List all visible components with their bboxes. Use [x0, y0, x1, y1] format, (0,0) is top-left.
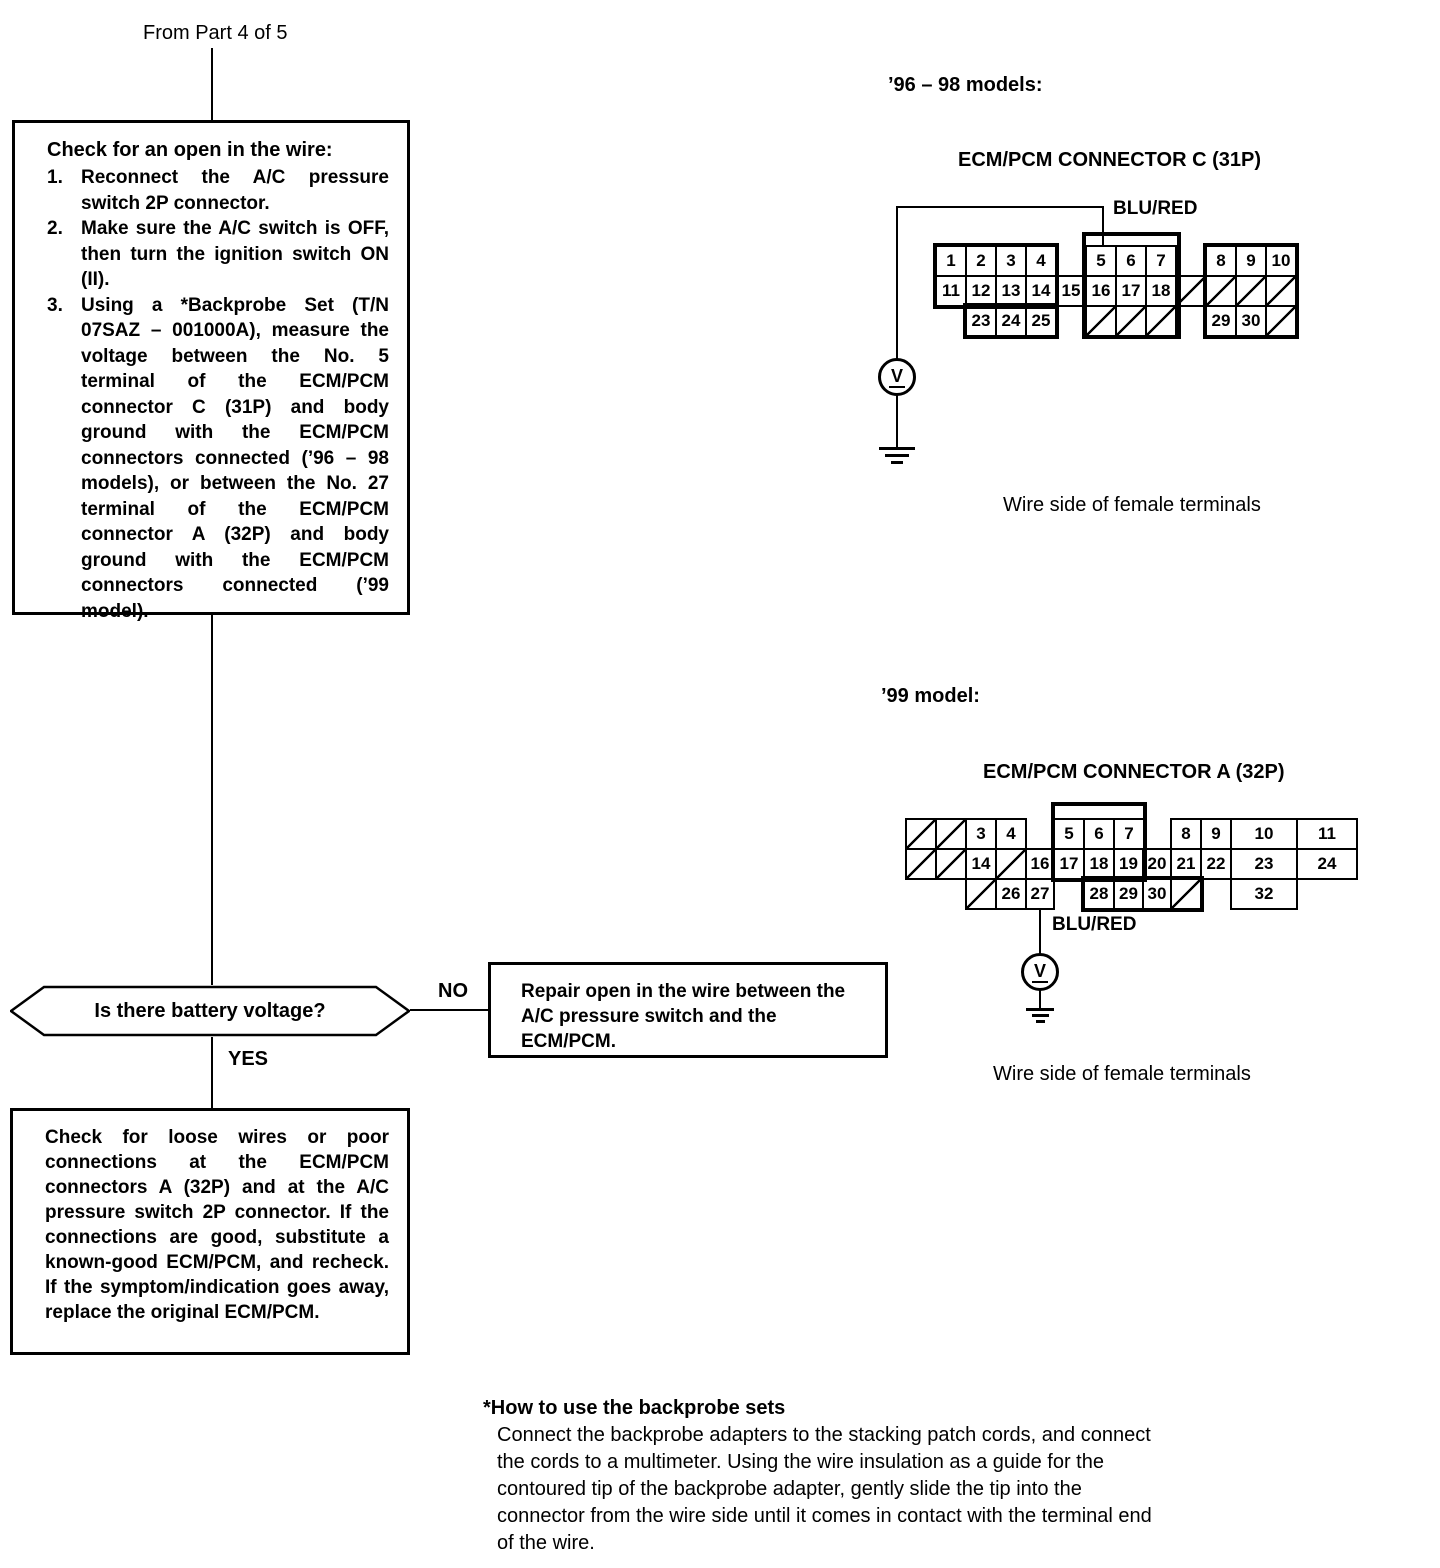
pin-cell-7: 7: [1113, 818, 1145, 850]
pin-cell-18: 18: [1083, 848, 1115, 880]
pin-cell-13: 13: [995, 275, 1027, 307]
pin-cell-8: 8: [1205, 245, 1237, 277]
step-number: 1.: [47, 167, 63, 188]
wire-side-caption-96: Wire side of female terminals: [1003, 494, 1261, 516]
pin-cell-4: 4: [1025, 245, 1057, 277]
pin-cell-blank: [905, 818, 937, 850]
pin-cell-blank: [935, 818, 967, 850]
pin-cell-3: 3: [995, 245, 1027, 277]
pin-cell-blank: [1265, 305, 1297, 337]
decision-shape: [10, 985, 410, 1037]
pin-cell-blank: [1235, 275, 1267, 307]
wire-side-caption-99: Wire side of female terminals: [993, 1063, 1251, 1085]
pin-cell-23: 23: [965, 305, 997, 337]
pin-cell-11: 11: [935, 275, 967, 307]
from-part-label: From Part 4 of 5: [143, 22, 288, 44]
decision-question: Is there battery voltage?: [94, 999, 326, 1022]
pin-cell-23: 23: [1230, 848, 1298, 880]
pin-cell-11: 11: [1296, 818, 1358, 850]
pin-cell-10: 10: [1265, 245, 1297, 277]
pin-cell-30: 30: [1235, 305, 1267, 337]
pin-cell-14: 14: [1025, 275, 1057, 307]
pin-cell-19: 19: [1113, 848, 1144, 880]
footnote-body: Connect the backprobe adapters to the stacking patch cords, and connect the cords to a multimeter. Using the wire insulation as a guide for the contoured tip of the backprobe adapter, gently slide the tip into the connector from the wire side until it comes in contact with the terminal end of the wire.: [497, 1424, 1152, 1554]
pin-cell-10: 10: [1230, 818, 1298, 850]
connector-a-32p-grid: [905, 802, 1358, 912]
result-box: [10, 1108, 410, 1355]
step-text: Reconnect the A/C pressure switch 2P connector.: [81, 167, 389, 214]
pin-cell-24: 24: [995, 305, 1027, 337]
pin-cell-16: 16: [1085, 275, 1117, 307]
connector-c-31p-grid: [935, 232, 1299, 339]
pin-cell-blank: [995, 848, 1027, 880]
pin-cell-17: 17: [1115, 275, 1147, 307]
yes-label: YES: [228, 1048, 269, 1070]
pin-cell-18: 18: [1145, 275, 1177, 307]
pin-cell-blank: [1205, 275, 1237, 307]
connector-a-title: ECM/PCM CONNECTOR A (32P): [983, 761, 1285, 783]
repair-box: [488, 962, 888, 1058]
ground-wire-99: [1039, 990, 1041, 1008]
step-text: Using a *Backprobe Set (T/N 07SAZ – 001000A), measure the voltage between the No. 5 terminal of the ECM/PCM connector C (31P) and body ground with the ECM/PCM connectors connected (’96 – 98 models), or between the No. 27 terminal of the ECM/PCM connector A (32P) and body ground with the ECM/PCM connectors connected (’99 model).: [81, 294, 389, 622]
pin-cell-7: 7: [1145, 245, 1177, 277]
pin-cell-27: 27: [1025, 878, 1055, 910]
voltmeter-label: V: [1033, 960, 1046, 981]
pin-cell-29: 29: [1205, 305, 1237, 337]
pin-cell-29: 29: [1113, 878, 1144, 910]
pin-cell-blank: [1085, 305, 1117, 337]
ground-icon: [879, 447, 915, 464]
pin-cell-14: 14: [965, 848, 997, 880]
voltmeter-icon: [1021, 953, 1059, 991]
pin-cell-16: 16: [1025, 848, 1055, 880]
pin-cell-blank: [965, 878, 997, 910]
pin-cell-32: 32: [1230, 878, 1298, 910]
flow-line-top: [211, 48, 213, 120]
pin-cell-30: 30: [1142, 878, 1172, 910]
pin-cell-17: 17: [1053, 848, 1085, 880]
pin-cell-9: 9: [1235, 245, 1267, 277]
pin-cell-5: 5: [1085, 245, 1117, 277]
probe-wire-96-horizontal: [896, 206, 1104, 208]
pin-cell-6: 6: [1115, 245, 1147, 277]
pin-cell-8: 8: [1170, 818, 1202, 850]
probe-wire-96-vertical: [896, 206, 898, 359]
pin-cell-3: 3: [965, 818, 997, 850]
pin-cell-2: 2: [965, 245, 997, 277]
check-wire-box: [12, 120, 410, 622]
voltmeter-icon: [878, 358, 916, 396]
pin-cell-blank: [1170, 878, 1202, 910]
no-label: NO: [438, 980, 468, 1002]
step-item-2: [47, 216, 389, 293]
step-item-3: [47, 293, 389, 625]
ground-wire-96: [896, 395, 898, 447]
step-item-1: [47, 165, 389, 216]
pin-cell-4: 4: [995, 818, 1027, 850]
pin-cell-25: 25: [1025, 305, 1057, 337]
result-text: Check for loose wires or poor connections at the ECM/PCM connectors A (32P) and at the A/C pressure switch 2P connector. If the connections are good, substitute a known-good ECM/PCM, and recheck. If the symptom/indication goes away, replace the original ECM/PCM.: [45, 1127, 389, 1323]
footnote: [483, 1395, 1183, 1557]
wire-color-label-99: BLU/RED: [1052, 914, 1137, 935]
pin-cell-blank: [905, 848, 937, 880]
pin-cell-blank: [1265, 275, 1297, 307]
flow-line-yes: [211, 1037, 213, 1108]
check-wire-heading: Check for an open in the wire:: [47, 139, 333, 161]
pin-cell-21: 21: [1170, 848, 1202, 880]
pin-cell-28: 28: [1083, 878, 1115, 910]
model-99-label: ’99 model:: [881, 685, 980, 707]
models-96-98-label: ’96 – 98 models:: [888, 74, 1043, 96]
check-wire-steps: [47, 165, 389, 624]
wire-color-label-96: BLU/RED: [1113, 198, 1198, 219]
pin-cell-24: 24: [1296, 848, 1358, 880]
pin-cell-blank: [1145, 305, 1177, 337]
probe-wire-99-from-pin27: [1039, 910, 1041, 954]
footnote-heading: *How to use the backprobe sets: [483, 1397, 786, 1419]
connector-c-title: ECM/PCM CONNECTOR C (31P): [958, 149, 1261, 171]
pin-cell-blank: [1175, 275, 1207, 307]
pin-cell-blank: [1115, 305, 1147, 337]
flow-line-to-decision: [211, 615, 213, 985]
pin-cell-20: 20: [1142, 848, 1172, 880]
repair-text: Repair open in the wire between the A/C pressure switch and the ECM/PCM.: [521, 981, 846, 1052]
ground-icon: [1026, 1008, 1054, 1023]
pin-cell-12: 12: [965, 275, 997, 307]
pin-cell-9: 9: [1200, 818, 1232, 850]
step-text: Make sure the A/C switch is OFF, then turn the ignition switch ON (II).: [81, 218, 389, 290]
flow-line-no: [410, 1009, 488, 1011]
voltmeter-label: V: [890, 365, 903, 386]
pin-cell-blank: [935, 848, 967, 880]
pin-cell-26: 26: [995, 878, 1027, 910]
pin-cell-6: 6: [1083, 818, 1115, 850]
pin-cell-1: 1: [935, 245, 967, 277]
pin-cell-22: 22: [1200, 848, 1232, 880]
step-number: 3.: [47, 294, 63, 316]
step-number: 2.: [47, 218, 63, 239]
pin-cell-5: 5: [1053, 818, 1085, 850]
pin-cell-15: 15: [1055, 275, 1087, 307]
